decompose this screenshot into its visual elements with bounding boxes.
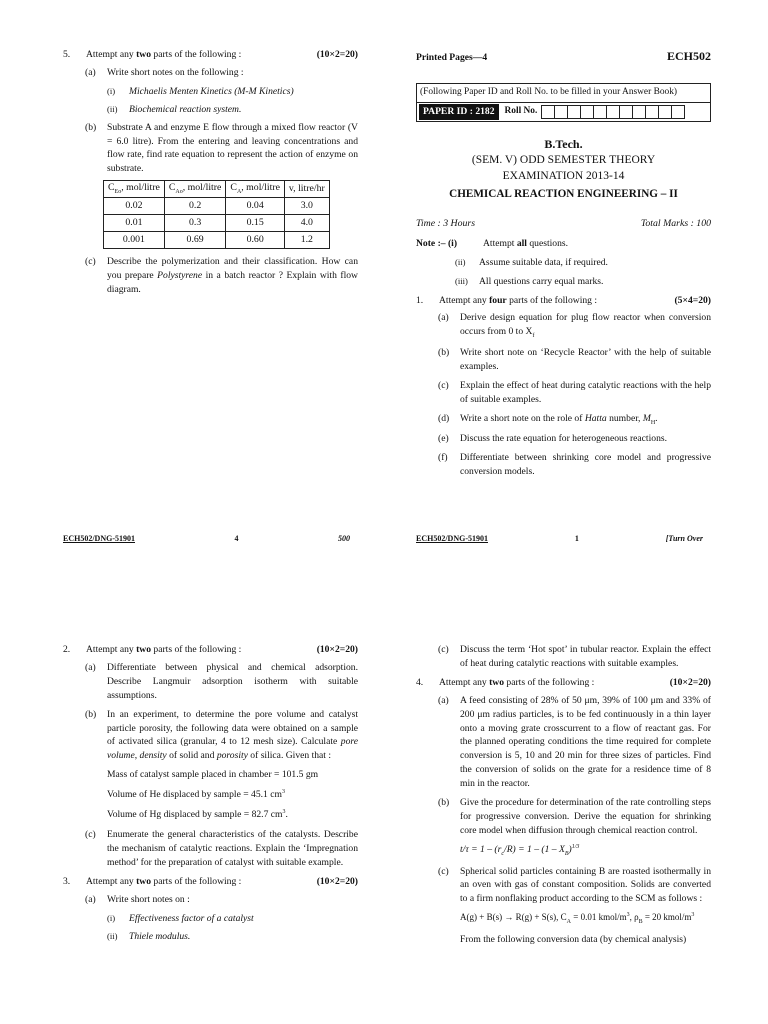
table-cell: 0.3 [164,215,226,232]
degree-title: B.Tech. [544,136,583,151]
subject-code: ECH502 [666,49,711,63]
page-4-footer [63,533,350,545]
conversion-data-intro: From the following conversion data (by chemical analysis) [460,933,687,945]
paper-header [416,48,711,65]
part-a: (a) Write short notes on the following : [85,66,244,78]
roll-number-label: Roll No. [504,106,538,117]
paper-id-box [416,83,711,122]
paper-id: PAPER ID : 2182 [419,104,499,120]
footer-right-text: 500 [338,534,350,543]
table-cell: 4.0 [284,215,329,232]
question-2: 2. Attempt any two parts of the following : (10×2=20) [63,644,358,655]
kinetics-data-table [103,180,330,249]
given-he-volume: Volume of He displaced by sample = 45.1 $cm^3$ [107,789,285,801]
page-4-section [63,48,358,302]
part-c: (c) Enumerate the general characteristics of the catalysts. Describe the mechanism of catalytic reactions. Explain the ‘Impregnation method’ for the preparation of catalyst with suitable example. [85,829,358,869]
reaction-equation: A(g) + B(s) → R(g) + S(s), $C_A = 0.01$ kmol/$m^3$, $\rho_B = 20$ kmol/$m^3$ [460,912,695,926]
part-c: (c) Spherical solid particles containing B are roasted isothermally in an oven with gas of constant composition. Solids are converted to a firm nonflaking product according to the SCM as follows : [438,865,711,905]
part-d: (d) Write a short note on the role of Hatta number, $M_H$. [438,412,658,426]
part-b: (b) Substrate A and enzyme E flow through a mixed flow reactor (V = 6.0 litre). From the entering and leaving concentrations and flow rate, find rate equation to represent the action of enzyme on substrate. [85,121,358,175]
table-cell: 0.2 [164,198,226,215]
part-a-ii: (ii) Biochemical reaction system. [107,103,242,115]
question-marks: (10×2=20) [316,49,358,60]
part-a: (a) Derive design equation for plug flow reactor when conversion occurs from 0 to $X_f$ [438,312,711,340]
part-b: (b) Write short note on ‘Recycle Reactor’ with the help of suitable examples. [438,346,711,372]
table-header-cell: v, litre/hr [284,181,329,198]
time-marks-line [416,217,711,231]
part-c: (c) Describe the polymerization and their classification. How can you prepare Polystyrene in a batch reactor ? Explain with flow diagram. [85,256,358,296]
table-cell: 3.0 [284,198,329,215]
part-a-i: (i) Michaelis Menten Kinetics (M-M Kinetics) [107,85,294,97]
part-a-i: (i) Effectiveness factor of a catalyst [107,912,254,924]
page-number: 1 [574,534,579,543]
printed-pages: Printed Pages—4 [416,52,488,63]
paper-code: ECH502/DNG-51901 [416,534,488,543]
part-b: (b) Give the procedure for determination of the rate controlling steps for progressive conversion. Derive the equation for shrinking core model when diffusion through chemical reaction control. [438,797,711,836]
page-3-section [416,643,711,953]
question-instruction: Attempt any two parts of the following : [86,49,242,60]
table-header-cell: $C_{Eo}$, mol/litre [104,181,165,198]
part-f: (f) Differentiate between shrinking core model and progressive conversion models. [438,452,711,477]
table-cell: 0.04 [226,198,285,215]
table-cell: 0.69 [164,232,226,249]
given-mass: Mass of catalyst sample placed in chamber = 101.5 gm [107,769,319,781]
turn-over-text: [Turn Over [665,534,703,543]
page-1-section [416,48,711,484]
part-e: (e) Discuss the rate equation for heterogeneous reactions. [438,433,667,445]
part-b: (b) In an experiment, to determine the pore volume and catalyst particle porosity, the following data were obtained on a sample of activated silica (granular, 4 to 12 mesh size). Calculate pore volume, density of solid and porosity of silica. Given that : [85,708,358,762]
part-c: (c) Discuss the term ‘Hot spot’ in tubular reactor. Explain the effect of heat during catalytic reactions with suitable examples. [438,644,711,669]
subject-title: CHEMICAL REACTION ENGINEERING – II [449,188,678,201]
page-2-section [63,643,358,948]
table-header-row [104,181,330,198]
part-a: (a) A feed consisting of 28% of 50 μm, 39% of 100 μm and 33% of 200 μm radius particles, is to be fed continuously in a thin layer onto a moving grate crosscurrent to a flow of reactant gas. For the planned operating conditions the time required for complete conversion is 5, 10 and 20 min for three sizes of particles. Find the conversion of solids on the grate for a residence time of 8 min in the reactor. [438,694,711,790]
table-cell: 0.01 [104,215,165,232]
part-a-ii: (ii) Thiele modulus. [107,930,191,942]
scm-equation: $t/\tau = 1 - (r_c/R) = 1 - (1 - X_B)^{1/3}$ [460,843,580,857]
fill-instruction: (Following Paper ID and Roll No. to be filled in your Answer Book) [417,84,710,103]
page-number: 4 [234,534,239,543]
question-4: 4. Attempt any two parts of the following : (10×2=20) [416,676,711,688]
table-row [104,232,330,249]
page-1-footer [416,533,703,545]
instructions: Note :– (i) Attempt all questions. (ii) Assume suitable data, if required. (iii) All questions carry equal marks. [416,237,608,287]
question-number: 5. [63,49,71,60]
table-cell: 0.02 [104,198,165,215]
table-row [104,215,330,232]
semester-line: (SEM. V) ODD SEMESTER THEORY [471,154,656,167]
table-cell: 0.60 [226,232,285,249]
part-a: (a) Write short notes on : [85,893,190,905]
given-hg-volume: Volume of Hg displaced by sample = 82.7 $cm^3$. [107,809,288,821]
table-header-cell: $C_{Ao}$, mol/litre [164,181,226,198]
part-c: (c) Explain the effect of heat during catalytic reactions with the help of suitable examples. [438,379,711,405]
exam-time: Time : 3 Hours [416,217,476,229]
table-cell: 0.001 [104,232,165,249]
roll-number-boxes [542,105,685,119]
table-cell: 1.2 [284,232,329,249]
table-cell: 0.15 [226,215,285,232]
total-marks: Total Marks : 100 [640,217,711,229]
paper-code: ECH502/DNG-51901 [63,534,135,543]
question-5 [63,48,358,62]
part-a: (a) Differentiate between physical and chemical adsorption. Describe Langmuir adsorption isotherm with suitable assumptions. [85,661,358,701]
question-3: 3. Attempt any two parts of the following : (10×2=20) [63,876,358,888]
table-header-cell: $C_A$, mol/litre [226,181,285,198]
exam-line: EXAMINATION 2013-14 [502,169,625,182]
question-1: 1. Attempt any four parts of the following : (5×4=20) [416,294,711,306]
table-row [104,198,330,215]
